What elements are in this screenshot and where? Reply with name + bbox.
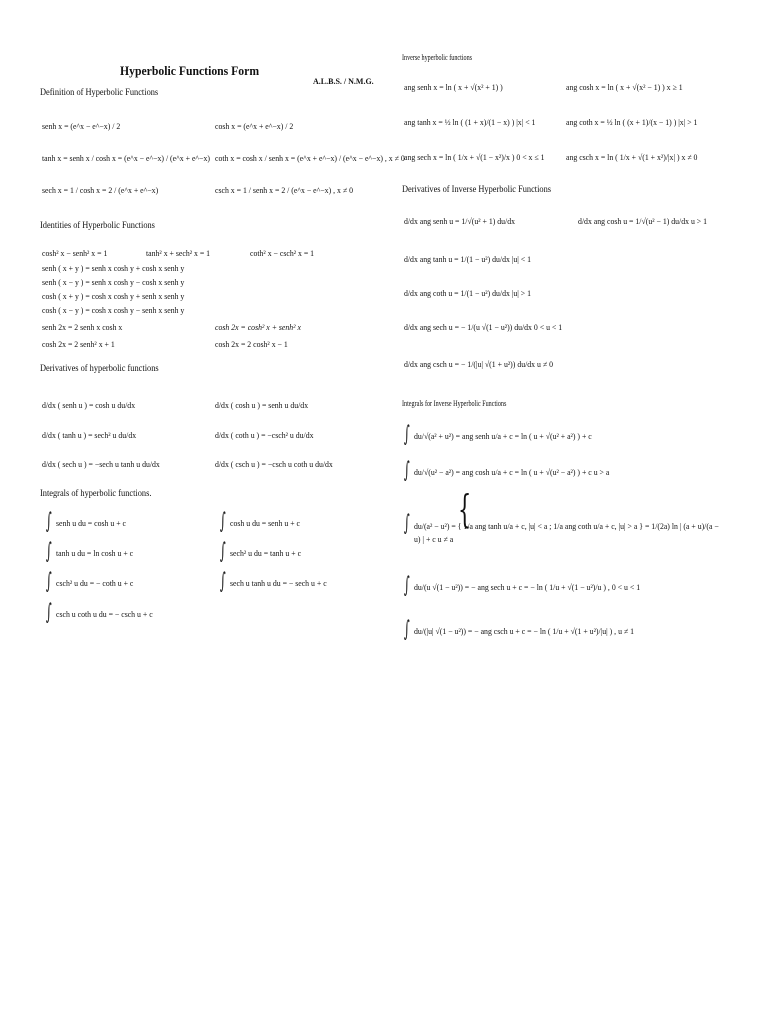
inverse-integral-csch: du/(|u| √(1 − u²)) = − ang csch u + c = − ln ( 1/u + √(1 + u²)/|u| ) , u ≠ 1 bbox=[414, 627, 635, 636]
identity-10: cosh 2x = 2 senh² x + 1 bbox=[42, 340, 115, 349]
derivative-coth: d/dx ( coth u ) = −csch² u du/dx bbox=[215, 431, 314, 440]
identity-7: cosh ( x − y ) = cosh x cosh y − senh x senh y bbox=[42, 306, 185, 315]
inverse-cosh: ang cosh x = ln ( x + √(x² − 1) ) x ≥ 1 bbox=[566, 83, 683, 92]
inverse-csch: ang csch x = ln ( 1/x + √(1 + x²)/|x| ) x ≠ 0 bbox=[566, 153, 698, 162]
integral-sech2: sech² u du = tanh u + c bbox=[230, 549, 302, 558]
section-inverse: Inverse hyperbolic functions bbox=[402, 52, 473, 62]
author-line: A.L.B.S. / N.M.G. bbox=[313, 77, 374, 86]
inverse-integral-cosh: du/√(u² − a²) = ang cosh u/a + c = ln ( u + √(u² − a²) ) + c u > a bbox=[414, 468, 610, 477]
page-title: Hyperbolic Functions Form bbox=[120, 63, 260, 78]
derivative-tanh: d/dx ( tanh u ) = sech² u du/dx bbox=[42, 431, 137, 440]
section-integrals: Integrals of hyperbolic functions. bbox=[40, 489, 152, 499]
identity-3: coth² x − csch² x = 1 bbox=[250, 249, 315, 258]
integral-csch2: csch² u du = − coth u + c bbox=[56, 579, 134, 588]
integral-sign: ∫ bbox=[404, 458, 410, 483]
section-derivatives: Derivatives of hyperbolic functions bbox=[40, 364, 159, 374]
inverse-tanh: ang tanh x = ½ ln ( (1 + x)/(1 − x) ) |x| < 1 bbox=[404, 118, 536, 127]
integral-sign: ∫ bbox=[46, 569, 52, 594]
section-inverse-integrals: Integrals for Inverse Hyperbolic Functions bbox=[402, 398, 507, 408]
inverse-derivative-coth: d/dx ang coth u = 1/(1 − u²) du/dx |u| > 1 bbox=[404, 289, 532, 298]
definition-csch: csch x = 1 / senh x = 2 / (e^x − e^−x) , x ≠ 0 bbox=[215, 186, 353, 195]
derivative-sech: d/dx ( sech u ) = −sech u tanh u du/dx bbox=[42, 460, 160, 469]
inverse-derivative-tanh: d/dx ang tanh u = 1/(1 − u²) du/dx |u| < 1 bbox=[404, 255, 532, 264]
identity-8: senh 2x = 2 senh x cosh x bbox=[42, 323, 123, 332]
inverse-derivative-senh: d/dx ang senh u = 1/√(u² + 1) du/dx bbox=[404, 217, 516, 226]
identity-2: tanh² x + sech² x = 1 bbox=[146, 249, 211, 258]
integral-tanh: tanh u du = ln cosh u + c bbox=[56, 549, 134, 558]
derivative-senh: d/dx ( senh u ) = cosh u du/dx bbox=[42, 401, 136, 410]
definition-sech: sech x = 1 / cosh x = 2 / (e^x + e^−x) bbox=[42, 186, 159, 195]
integral-sech-tanh: sech u tanh u du = − sech u + c bbox=[230, 579, 327, 588]
integral-sign: ∫ bbox=[404, 422, 410, 447]
integral-sign: ∫ bbox=[46, 509, 52, 534]
inverse-derivative-csch: d/dx ang csch u = − 1/(|u| √(1 + u²)) du/dx u ≠ 0 bbox=[404, 360, 553, 369]
inverse-integral-tanh-coth: du/(a² − u²) = { 1/a ang tanh u/a + c, |u| < a ; 1/a ang coth u/a + c, |u| > a } = 1/(2a) ln | (a + u)/(a − u) | + c u ≠ a bbox=[414, 522, 719, 544]
integral-sign: ∫ bbox=[404, 511, 410, 536]
integral-sign: ∫ bbox=[220, 569, 226, 594]
identity-6: cosh ( x + y ) = cosh x cosh y + senh x senh y bbox=[42, 292, 185, 301]
integral-sign: ∫ bbox=[46, 539, 52, 564]
integral-csch-coth: csch u coth u du = − csch u + c bbox=[56, 610, 153, 619]
definition-coth: coth x = cosh x / senh x = (e^x + e^−x) / (e^x − e^−x) , x ≠ 0 bbox=[215, 154, 405, 163]
derivative-cosh: d/dx ( cosh u ) = senh u du/dx bbox=[215, 401, 309, 410]
inverse-derivative-sech: d/dx ang sech u = − 1/(u √(1 − u²)) du/dx 0 < u < 1 bbox=[404, 323, 563, 332]
integral-sign: ∫ bbox=[46, 600, 52, 625]
definition-tanh: tanh x = senh x / cosh x = (e^x − e^−x) / (e^x + e^−x) bbox=[42, 154, 210, 163]
identity-9: cosh 2x = cosh² x + senh² x bbox=[215, 323, 301, 332]
integral-sign: ∫ bbox=[220, 539, 226, 564]
identity-4: senh ( x + y ) = senh x cosh y + cosh x senh y bbox=[42, 264, 185, 273]
integral-sign: ∫ bbox=[404, 573, 410, 598]
section-identities: Identities of Hyperbolic Functions bbox=[40, 221, 155, 231]
inverse-coth: ang coth x = ½ ln ( (x + 1)/(x − 1) ) |x| > 1 bbox=[566, 118, 698, 127]
inverse-senh: ang senh x = ln ( x + √(x² + 1) ) bbox=[404, 83, 503, 92]
integral-cosh: cosh u du = senh u + c bbox=[230, 519, 301, 528]
integral-sign: ∫ bbox=[220, 509, 226, 534]
inverse-sech: ang sech x = ln ( 1/x + √(1 − x²)/x ) 0 < x ≤ 1 bbox=[404, 153, 545, 162]
inverse-integral-sech: du/(u √(1 − u²)) = − ang sech u + c = − ln ( 1/u + √(1 − u²)/u ) , 0 < u < 1 bbox=[414, 583, 641, 592]
identity-5: senh ( x − y ) = senh x cosh y − cosh x senh y bbox=[42, 278, 185, 287]
integral-sign: ∫ bbox=[404, 617, 410, 642]
inverse-derivative-cosh: d/dx ang cosh u = 1/√(u² − 1) du/dx u > 1 bbox=[578, 217, 708, 226]
inverse-integral-senh: du/√(a² + u²) = ang senh u/a + c = ln ( u + √(u² + a²) ) + c bbox=[414, 432, 592, 441]
identity-1: cosh² x − senh² x = 1 bbox=[42, 249, 108, 258]
definition-senh: senh x = (e^x − e^−x) / 2 bbox=[42, 122, 121, 131]
definition-cosh: cosh x = (e^x + e^−x) / 2 bbox=[215, 122, 294, 131]
section-inverse-derivatives: Derivatives of Inverse Hyperbolic Functions bbox=[402, 185, 552, 195]
identity-11: cosh 2x = 2 cosh² x − 1 bbox=[215, 340, 288, 349]
derivative-csch: d/dx ( csch u ) = −csch u coth u du/dx bbox=[215, 460, 333, 469]
integral-senh: senh u du = cosh u + c bbox=[56, 519, 127, 528]
section-definition: Definition of Hyperbolic Functions bbox=[40, 88, 159, 98]
cases-brace: { bbox=[458, 487, 472, 531]
